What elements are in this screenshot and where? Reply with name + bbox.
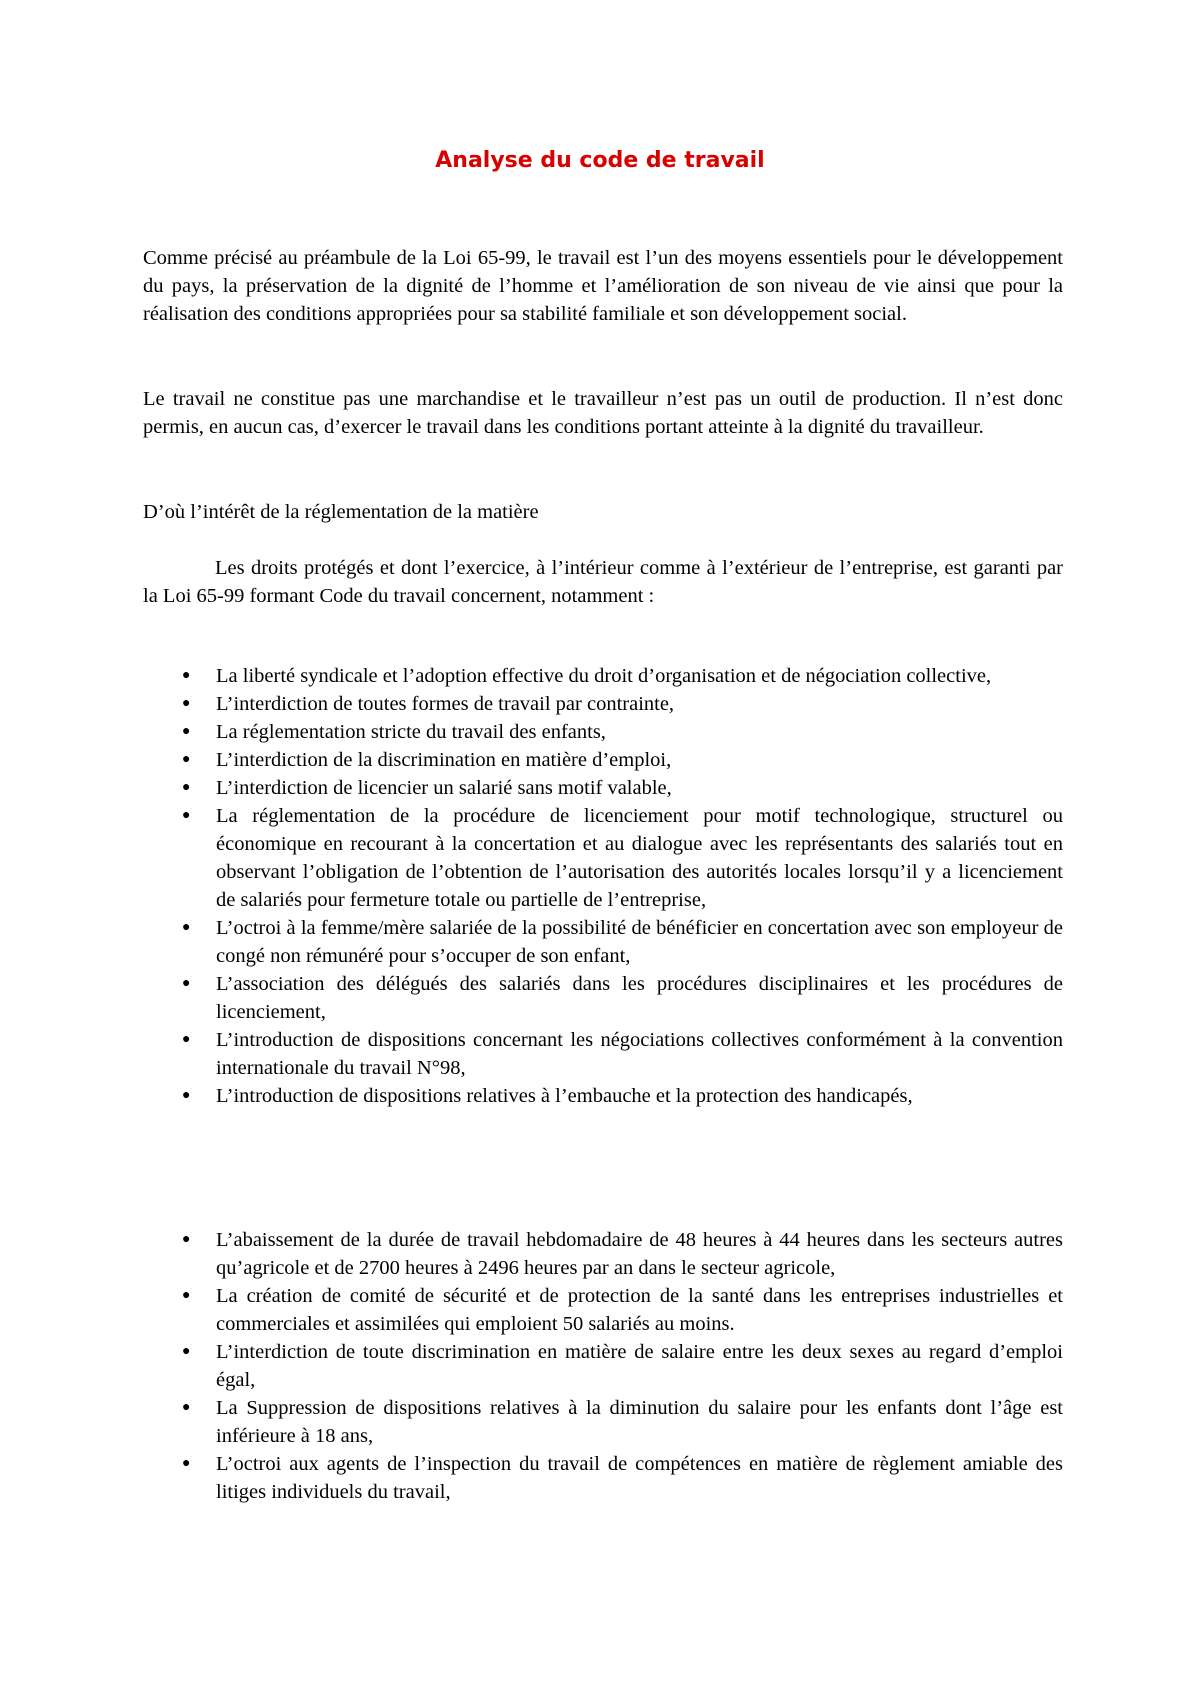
document-title: Analyse du code de travail <box>435 148 765 173</box>
list-item: ● L’introduction de dispositions relatives à l’embauche et la protection des handicapés, <box>0 1082 1063 1110</box>
list-item: ● La réglementation stricte du travail des enfants, <box>0 718 1063 746</box>
paragraph-dignity: Le travail ne constitue pas une marchandise et le travailleur n’est pas un outil de production. Il n’est donc permis, en aucun cas, d’exercer le travail dans les conditions portant atteinte à la dignité du travailleur. <box>143 388 1063 438</box>
list-item: ● L’octroi à la femme/mère salariée de la possibilité de bénéficier en concertation avec son employeur de congé non rémunéré pour s’occuper de son enfant, <box>0 914 1063 970</box>
list-item: ● L’interdiction de la discrimination en matière d’emploi, <box>0 746 1063 774</box>
rights-list-2 <box>0 1226 1200 1506</box>
list-item: ● La création de comité de sécurité et de protection de la santé dans les entreprises industrielles et commerciales et assimilées qui emploient 50 salariés au moins. <box>0 1282 1063 1338</box>
list-item: ● L’octroi aux agents de l’inspection du travail de compétences en matière de règlement amiable des litiges individuels du travail, <box>0 1450 1063 1506</box>
paragraph-preamble: Comme précisé au préambule de la Loi 65-99, le travail est l’un des moyens essentiels pour le développement du pays, la préservation de la dignité de l’homme et l’amélioration de son niveau de vie ainsi que pour la réalisation des conditions appropriées pour sa stabilité familiale et son développement social. <box>143 247 1063 325</box>
list-item: ● La Suppression de dispositions relatives à la diminution du salaire pour les enfants dont l’âge est inférieure à 18 ans, <box>0 1394 1063 1450</box>
list-item: ● L’interdiction de licencier un salarié sans motif valable, <box>0 774 1063 802</box>
list-item: ● L’abaissement de la durée de travail hebdomadaire de 48 heures à 44 heures dans les secteurs autres qu’agricole et de 2700 heures à 2496 heures par an dans le secteur agricole, <box>0 1226 1063 1282</box>
paragraph-rights-intro: Les droits protégés et dont l’exercice, à l’intérieur comme à l’extérieur de l’entreprise, est garanti par la Loi 65-99 formant Code du travail concernent, notamment : <box>143 557 1063 607</box>
list-item: ● L’association des délégués des salariés dans les procédures disciplinaires et les procédures de licenciement, <box>0 970 1063 1026</box>
list-item: ● L’interdiction de toute discrimination en matière de salaire entre les deux sexes au regard d’emploi égal, <box>0 1338 1063 1394</box>
list-item: ● La liberté syndicale et l’adoption effective du droit d’organisation et de négociation collective, <box>0 662 1063 690</box>
list-item: ● La réglementation de la procédure de licenciement pour motif technologique, structurel ou économique en recourant à la concertation et au dialogue avec les représentants des salariés tout en observant l’obligation de l’obtention de l’autorisation des autorités locales lorsqu’il y a licenciement de salariés pour fermeture totale ou partielle de l’entreprise, <box>0 802 1063 914</box>
rights-list-1 <box>0 662 1200 1110</box>
list-item: ● L’introduction de dispositions concernant les négociations collectives conformément à la convention internationale du travail N°98, <box>0 1026 1063 1082</box>
paragraph-interest: D’où l’intérêt de la réglementation de la matière <box>143 501 539 523</box>
list-item: ● L’interdiction de toutes formes de travail par contrainte, <box>0 690 1063 718</box>
